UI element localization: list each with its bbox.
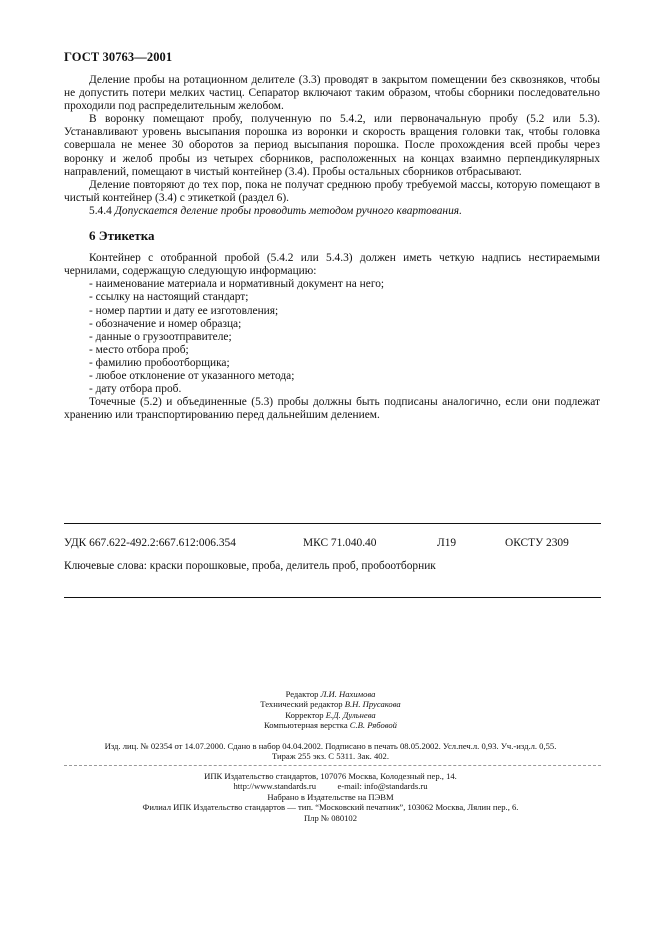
list-item: - наименование материала и нормативный документ на него; [89, 278, 385, 291]
document-id: ГОСТ 30763—2001 [64, 50, 173, 64]
branch-line: Филиал ИПК Издательство стандартов — тип. “Московский печатник”, 103062 Москва, Лялин пер., 6. [142, 802, 519, 813]
mks-code: МКС 71.040.40 [303, 537, 377, 549]
list-item: - дату отбора проб. [89, 383, 182, 396]
plr-line: Плр № 080102 [303, 812, 358, 823]
tech-editor-line: Технический редактор В.Н. Прусакова [260, 699, 401, 710]
layout-line: Компьютерная верстка С.В. Рябовой [264, 720, 397, 731]
typeset-line: Набрано в Издательстве на ПЭВМ [267, 791, 394, 802]
list-item: - любое отклонение от указанного метода; [89, 369, 295, 382]
list-item: - ссылку на настоящий стандарт; [89, 291, 249, 304]
okstu-code: ОКСТУ 2309 [505, 537, 569, 549]
paragraph-repeat: Деление повторяют до тех пор, пока не получат среднюю пробу требуемой массы, которую помещают в чистый контейнер (3.4) с этикеткой (раздел 6). [64, 178, 600, 204]
print-run-line: Тираж 255 экз. С 5311. Зак. 402. [272, 751, 389, 762]
label-intro: Контейнер с отобранной пробой (5.4.2 или 5.4.3) должен иметь четкую надпись нестираемыми чернилами, содержащую следующую информацию: [64, 252, 600, 278]
l-code: Л19 [437, 537, 457, 549]
publisher-web: http://www.standards.ru e-mail: info@standards.ru [233, 781, 428, 792]
section-title: 6 Этикетка [89, 228, 155, 244]
imprint-publisher [0, 771, 661, 823]
clause-text: Допускается деление пробы проводить методом ручного квартования. [114, 204, 462, 217]
divider-top [64, 523, 601, 524]
imprint-publication [0, 741, 661, 762]
publisher-address: ИПК Издательство стандартов, 107076 Москва, Колодезный пер., 14. [204, 771, 457, 781]
list-item: - фамилию пробоотборщика; [89, 356, 230, 369]
imprint-separator [64, 765, 601, 766]
udk-code: УДК 667.622-492.2:667.612:006.354 [64, 537, 236, 549]
body-text [64, 74, 600, 422]
divider-bottom [64, 597, 601, 598]
list-item: - обозначение и номер образца; [89, 317, 242, 330]
corrector-line: Корректор Е.Д. Дульнева [285, 709, 376, 720]
editor-line: Редактор Л.И. Нахимова [285, 689, 376, 699]
paragraph-rotary-divider: Деление пробы на ротационном делителе (3.3) проводят в закрытом помещении без сквозняков, чтобы не допустить потери мелких частиц. Сепаратор включают таким образом, чтобы сборники последовательно проходили под распределительным желобом. [64, 74, 600, 113]
label-info-list [64, 278, 600, 396]
list-item: - данные о грузоотправителе; [89, 330, 232, 343]
keywords: Ключевые слова: краски порошковые, проба, делитель проб, пробоотборник [64, 560, 436, 572]
list-item: - место отбора проб; [89, 343, 189, 356]
imprint-credits [0, 689, 661, 731]
publication-line: Изд. лиц. № 02354 от 14.07.2000. Сдано в набор 04.04.2002. Подписано в печать 08.05.2002. Усл.печ.л. 0,93. Уч.-изд.л. 0,55. [104, 741, 557, 751]
label-closing: Точечные (5.2) и объединенные (5.3) пробы должны быть подписаны аналогично, если они подлежат хранению или транспортированию перед дальнейшим делением. [64, 396, 600, 422]
clause-number: 5.4.4 [89, 204, 112, 217]
list-item: - номер партии и дату ее изготовления; [89, 304, 279, 317]
paragraph-5-4-4 [64, 205, 600, 218]
paragraph-funnel: В воронку помещают пробу, полученную по 5.4.2, или первоначальную пробу (5.2 или 5.3). Устанавливают уровень высыпания порошка из воронки и скорость вращения головки так, чтобы головка совершала не менее 30 оборотов за период высыпания порошка. После прохождения всей пробы через воронку и желоб пробы из четырех сборников, расположенных на концах взаимно перпендикулярных направлений, помещают в чистый контейнер (3.4). Пробы остальных сборников отбрасывают. [64, 113, 600, 178]
